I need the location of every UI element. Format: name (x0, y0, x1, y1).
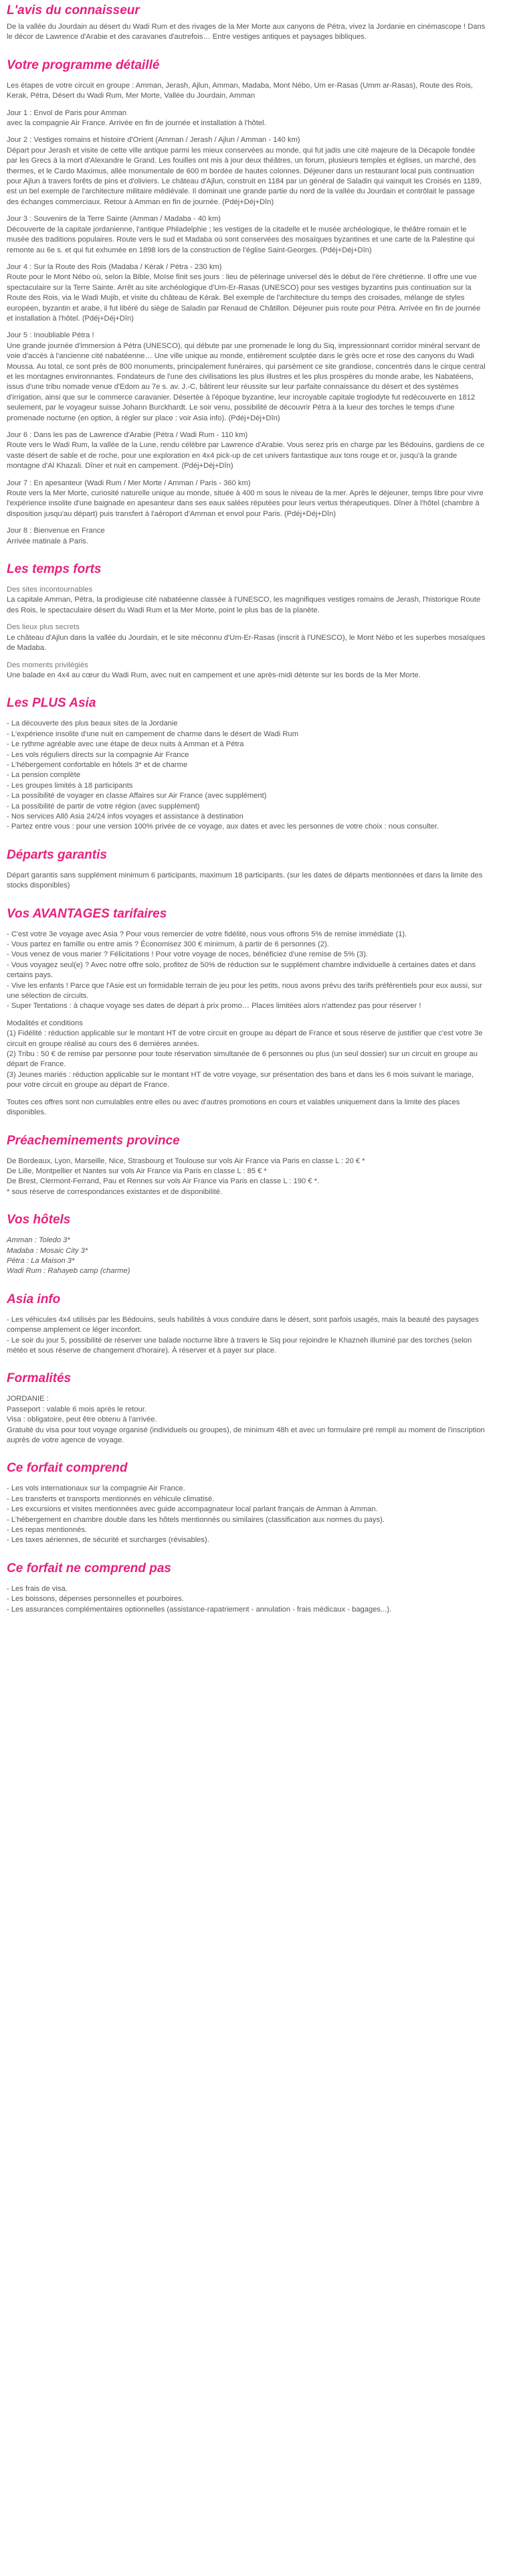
hotels-section (7, 1212, 487, 1277)
day-title: Jour 6 : Dans les pas de Lawrence d'Arabie (Pétra / Wadi Rum - 110 km) (7, 431, 248, 439)
day-title: Jour 1 : Envol de Paris pour Amman (7, 108, 127, 117)
hotel-line: Wadi Rum : Rahayeb camp (charme) (7, 1267, 130, 1276)
plus-item: - L'hébergement confortable en hôtels 3* et de charme (7, 760, 188, 769)
section-title-asia-info: Asia info (7, 1292, 61, 1306)
modalite-item: (2) Tribu : 50 € de remise par personne pour toute réservation simultanée de 6 personnes ou plus (un seul dossier) sur un circuit en groupe au départ de France. (7, 1050, 478, 1069)
departs-section (7, 847, 487, 891)
section-title-programme: Votre programme détaillé (7, 58, 160, 72)
day-title: Jour 3 : Souvenirs de la Terre Sainte (Amman / Madaba - 40 km) (7, 215, 221, 224)
day-text: Route vers la Mer Morte, curiosité naturelle unique au monde, située à 400 m sous le niveau de la mer. Après le déjeuner, temps libre pour vivre l'expérience insolite d'une baignade en apesanteur dans ses eaux salées réputées pour leurs vertus thérapeutiques. Dîner à l'hôtel (chambre à disposition jusqu'au départ) puis transfert à l'aéroport d'Amman et envol pour Paris. (Pdéj+Déj+Dîn) (7, 489, 484, 518)
modalites-list (7, 1029, 487, 1090)
modalites-block (7, 1019, 487, 1091)
hotel-line: Madaba : Mosaic City 3* (7, 1246, 88, 1255)
day-entry (7, 331, 487, 424)
preacheminement-line: De Brest, Clermont-Ferrand, Pau et Rennes sur vols Air France via Paris en classe L : 190 € *. (7, 1177, 320, 1186)
highlight-entry (7, 622, 487, 653)
advantage-item: - Vive les enfants ! Parce que l'Asie est un formidable terrain de jeu pour les petits, nous avons prévu des tarifs préférentiels pour eux aussi, sur une sélection de circuits. (7, 981, 482, 1001)
asia-info-item: - Le soir du jour 5, possibilité de réserver une balade nocturne libre à travers le Siq pour rejoindre le Khazneh illuminé par des torches (selon météo et sous réserve de changement d'horaire). À réserver et à payer sur place. (7, 1336, 472, 1355)
excluded-item: - Les assurances complémentaires optionnelles (assistance-rapatriement - annulation - frais médicaux - bagages...). (7, 1605, 392, 1614)
hotels-list (7, 1235, 487, 1277)
modalite-item: (3) Jeunes mariés : réduction applicable sur le montant HT de votre voyage, sur présentation des bans et dans les 6 mois suivant le mariage, pour votre circuit en groupe au départ de France. (7, 1070, 474, 1090)
plus-item: - Nos services Allô Asia 24/24 infos voyages et assistance à destination (7, 812, 243, 821)
programme-intro: Les étapes de votre circuit en groupe : Amman, Jerash, Ajlun, Amman, Madaba, Mont Nébo, Um er-Rasas (Umm ar-Rasas), Route des Rois, Kerak, Pétra, Désert du Wadi Rum, Mer Morte, Vallée du Jourdain, Amman (7, 81, 474, 100)
plus-item: - Le rythme agréable avec une étape de deux nuits à Amman et à Pétra (7, 740, 244, 749)
connoisseur-text: De la vallée du Jourdain au désert du Wadi Rum et des rivages de la Mer Morte aux canyons de Pétra, vivez la Jordanie en cinémascope ! Dans le décor de Lawrence d'Arabie et des caravanes d'autrefois… Entre vestiges antiques et paysages bibliques. (7, 23, 486, 41)
highlight-entry (7, 661, 487, 681)
programme-days (7, 108, 487, 547)
connoisseur-section (7, 3, 487, 43)
asia-info-section (7, 1292, 487, 1357)
hotel-line: Amman : Toledo 3* (7, 1236, 70, 1245)
included-item: - Les repas mentionnés. (7, 1526, 88, 1535)
advantage-item: - Super Tentations : à chaque voyage ses dates de départ à prix promo… Places limitées alors n'attendez pas pour réserver ! (7, 1002, 421, 1011)
temps-forts-section (7, 562, 487, 681)
preacheminement-line: De Bordeaux, Lyon, Marseille, Nice, Strasbourg et Toulouse sur vols Air France via Paris en classe L : 20 € * (7, 1156, 365, 1165)
included-item: - Les transferts et transports mentionnés en véhicule climatisé. (7, 1494, 215, 1503)
modalites-title: Modalités et conditions (7, 1019, 83, 1027)
day-entry (7, 430, 487, 472)
section-title-plus-asia: Les PLUS Asia (7, 696, 96, 711)
included-item: - Les vols internationaux sur la compagnie Air France. (7, 1484, 185, 1493)
programme-section (7, 58, 487, 547)
advantage-item: - C'est votre 3e voyage avec Asia ? Pour vous remercier de votre fidélité, nous vous offrons 5% de remise immédiate (1). (7, 930, 407, 938)
plus-asia-section (7, 695, 487, 832)
plus-item: - La pension complète (7, 771, 81, 780)
day-text: Arrivée matinale à Paris. (7, 537, 88, 545)
plus-item: - Les groupes limités à 18 participants (7, 781, 133, 790)
day-text: Départ pour Jerash et visite de cette ville antique parmi les mieux conservées au monde, qui fut jadis une cité majeure de la Décapole fondée par les Grecs à la mort d'Alexandre le Grand. Les fouilles ont mis à jour deux théâtres, un forum, plusieurs temples et églises, un marché, des thermes, et le Cardo Maximus, allée monumentale de 600 m bordée de hautes colonnes. Déjeuner dans un restaurant local puis continuation pour Ajlun à travers forêts de pins et d'oliviers. Le château d'Ajlun, construit en 1184 par un général de Saladin qui vainquit les Croisés en 1189, est un bel exemple de l'architecture militaire médiévale. Il dominait une grande partie du nord de la vallée du Jourdain et contrôlait le passage des échanges commerciaux. Retour à Amman en fin de journée. (Pdéj+Déj+Dîn) (7, 146, 482, 206)
comprend-list (7, 1484, 487, 1545)
section-title-temps-forts: Les temps forts (7, 562, 102, 577)
modalite-item: (1) Fidélité : réduction applicable sur le montant HT de votre circuit en groupe au départ de France et sous réserve de justifier que c'est votre 3e circuit en groupe réalisé au cours des 6 dernières années. (7, 1029, 483, 1048)
highlight-text: Une balade en 4x4 au cœur du Wadi Rum, avec nuit en campement et une après-midi détente sur les bords de la Mer Morte. (7, 671, 421, 679)
excluded-item: - Les boissons, dépenses personnelles et pourboires. (7, 1595, 184, 1604)
avantages-list (7, 930, 487, 1012)
day-title: Jour 7 : En apesanteur (Wadi Rum / Mer Morte / Amman / Paris - 360 km) (7, 479, 251, 487)
formalites-list (7, 1394, 487, 1446)
highlight-heading: Des moments privilégiés (7, 661, 88, 669)
plus-item: - Partez entre vous : pour une version 100% privée de ce voyage, aux dates et avec les personnes de votre choix : nous consulter. (7, 823, 439, 831)
plus-item: - Les vols réguliers directs sur la compagnie Air France (7, 750, 189, 759)
formalite-line: Gratuité du visa pour tout voyage organisé (individuels ou groupes), de minimum 48h et avec un formulaire pré rempli au moment de l'inscription auprès de votre agence de voyage. (7, 1426, 485, 1444)
asia-info-list (7, 1315, 487, 1357)
hotel-line: Pétra : La Maison 3* (7, 1256, 75, 1265)
formalite-line: JORDANIE : (7, 1395, 49, 1403)
day-entry (7, 479, 487, 520)
plus-item: - L'expérience insolite d'une nuit en campement de charme dans le désert de Wadi Rum (7, 729, 299, 738)
section-title-avantages: Vos AVANTAGES tarifaires (7, 906, 167, 921)
highlight-heading: Des sites incontournables (7, 586, 93, 594)
departs-text: Départ garantis sans supplément minimum 6 participants, maximum 18 participants. (sur les dates de départs mentionnées et dans la limite des stocks disponibles) (7, 871, 483, 890)
day-text: Route vers le Wadi Rum, la vallée de la Lune, rendu célèbre par Lawrence d'Arabie. Vous serez pris en charge par les Bédouins, gardiens de ce vaste désert de sable et de roche, pour une exploration en 4x4 pick-up de cet univers fantastique aux tons rouge et or, jusqu'à la grande montagne d'Al Khazali. Dîner et nuit en campement. (Pdéj+Déj+Dîn) (7, 441, 485, 470)
highlight-heading: Des lieux plus secrets (7, 623, 80, 632)
plus-asia-list (7, 719, 487, 832)
highlight-entry (7, 585, 487, 616)
formalites-section (7, 1371, 487, 1446)
asia-info-item: - Les véhicules 4x4 utilisés par les Bédouins, seuls habilités à vous conduire dans le désert, sont parfois usagés, mais la beauté des paysages compense amplement ce léger inconfort. (7, 1315, 479, 1335)
day-text: Une grande journée d'immersion à Pétra (UNESCO), qui débute par une promenade le long du Siq, impressionnant corridor minéral servant de voie d'accès à l'ancienne cité nabatéenne… Une ville unique au monde, entièrement sculptée dans le grès ocre et rose des canyons du Wadi Moussa. Au total, ce sont près de 800 monuments, principalement funéraires, qui parsèment ce site grandiose, concentrés dans le cirque central et les montagnes environnantes. Fondateurs de l'une des civilisations les plus illustres et les plus prospères du monde arabe, les Nabatéens, issus d'une tribu nomade venue d'Edom au 7e s. av. J.-C, bâtirent leur réussite sur leur parfaite connaissance du désert et des systèmes d'irrigation, ainsi que sur le commerce caravanier. Désertée à l'époque byzantine, leur incroyable capitale troglodyte fut redécouverte en 1812 seulement, par le voyageur suisse Johann Burckhardt. Le soir venu, possibilité de découvrir Pétra à la lueur des torches le temps d'une promenade nocturne (en option, à régler sur place : voir Asia info). (Pdéj+Déj+Dîn) (7, 341, 486, 422)
section-title-ne-comprend-pas: Ce forfait ne comprend pas (7, 1561, 171, 1575)
preacheminements-list (7, 1156, 487, 1198)
section-title-connoisseur: L'avis du connaisseur (7, 3, 140, 17)
day-entry (7, 262, 487, 324)
day-title: Jour 4 : Sur la Route des Rois (Madaba / Kérak / Pétra - 230 km) (7, 262, 222, 271)
section-title-comprend: Ce forfait comprend (7, 1461, 128, 1476)
avantages-section (7, 906, 487, 1118)
plus-item: - La découverte des plus beaux sites de la Jordanie (7, 719, 178, 728)
highlight-text: Le château d'Ajlun dans la vallée du Jourdain, et le site méconnu d'Um-Er-Rasas (inscrit à l'UNESCO), le Mont Nébo et les superbes mosaïques de Madaba. (7, 633, 486, 653)
day-title: Jour 5 : Inoubliable Pétra ! (7, 331, 94, 340)
day-text: avec la compagnie Air France. Arrivée en fin de journée et installation à l'hôtel. (7, 119, 266, 128)
preacheminement-line: * sous réserve de correspondances existantes et de disponibilité. (7, 1187, 223, 1196)
section-title-preacheminements: Préacheminements province (7, 1133, 180, 1148)
plus-item: - La possibilité de voyager en classe Affaires sur Air France (avec supplément) (7, 792, 267, 800)
day-entry (7, 135, 487, 207)
preacheminement-line: De Lille, Montpellier et Nantes sur vols Air France via Paris en classe L : 85 € * (7, 1167, 267, 1175)
ne-comprend-pas-list (7, 1584, 487, 1615)
temps-forts-list (7, 585, 487, 681)
excluded-item: - Les frais de visa. (7, 1584, 68, 1593)
preacheminements-section (7, 1133, 487, 1198)
formalite-line: Passeport : valable 6 mois après le retour. (7, 1405, 146, 1413)
included-item: - Les excursions et visites mentionnées avec guide accompagnateur local parlant français de Amman à Amman. (7, 1505, 378, 1514)
section-title-formalites: Formalités (7, 1371, 72, 1386)
highlight-text: La capitale Amman, Pétra, la prodigieuse cité nabatéenne classée à l'UNESCO, les magnifiques vestiges romains de Jerash, l'historique Route des Rois, le spectaculaire désert du Wadi Rum et la Mer Morte, point le plus bas de la planète. (7, 596, 481, 614)
plus-item: - La possibilité de partir de votre région (avec supplément) (7, 802, 200, 810)
advantage-item: - Vous voyagez seul(e) ? Avec notre offre solo, profitez de 50% de réduction sur le supplément chambre individuelle à certaines dates et dans certains pays. (7, 960, 476, 980)
ne-comprend-pas-section (7, 1561, 487, 1615)
comprend-section (7, 1460, 487, 1545)
day-text: Route pour le Mont Nébo où, selon la Bible, Moïse finit ses jours : lieu de pèlerinage universel dès le début de l'ère chrétienne. Il offre une vue spectaculaire sur la Terre Sainte. Arrêt au site archéologique d'Um-Er-Rasas (UNESCO) pour ses vestiges byzantins puis continuation sur la Route des Rois, via le Wadi Mujib, et visite du château de Kérak. Bel exemple de l'architecture du temps des croisades, mélange de styles européen, byzantin et arabe, il fut libéré du siège de Saladin par Renaud de Châtillon. Déjeuner puis route pour Pétra. Arrivée en fin de journée et installation à l'hôtel. (Pdéj+Déj+Dîn) (7, 273, 481, 323)
avantages-note: Toutes ces offres sont non cumulables entre elles ou avec d'autres promotions en cours et valables uniquement dans la limite des places disponibles. (7, 1098, 460, 1117)
advantage-item: - Vous partez en famille ou entre amis ? Économisez 300 € minimum, à partir de 6 personnes (2). (7, 940, 329, 948)
included-item: - L'hébergement en chambre double dans les hôtels mentionnés ou similaires (classification aux normes du pays). (7, 1515, 385, 1524)
section-title-hotels: Vos hôtels (7, 1213, 71, 1227)
day-title: Jour 8 : Bienvenue en France (7, 527, 105, 535)
day-entry (7, 108, 487, 129)
advantage-item: - Vous venez de vous marier ? Félicitations ! Pour votre voyage de noces, bénéficiez d'une remise de 5% (3). (7, 950, 369, 959)
day-entry (7, 214, 487, 256)
day-title: Jour 2 : Vestiges romains et histoire d'Orient (Amman / Jerash / Ajlun / Amman - 140 km) (7, 136, 300, 145)
section-title-departs: Départs garantis (7, 847, 107, 862)
day-text: Découverte de la capitale jordanienne, l'antique Philadelphie ; les vestiges de la citadelle et le musée archéologique, le théâtre romain et le musée des traditions populaires. Route vers le sud et Madaba où sont conservées des mosaïques byzantines et une carte de la Palestine qui remonte au 6e s. et qui fut exhumée en 1898 lors de la construction de l'église Saint-Georges. (Pdéj+Déj+Dîn) (7, 225, 475, 254)
included-item: - Les taxes aériennes, de sécurité et surcharges (révisables). (7, 1536, 209, 1545)
day-entry (7, 526, 487, 547)
formalite-line: Visa : obligatoire, peut être obtenu à l'arrivée. (7, 1415, 157, 1424)
